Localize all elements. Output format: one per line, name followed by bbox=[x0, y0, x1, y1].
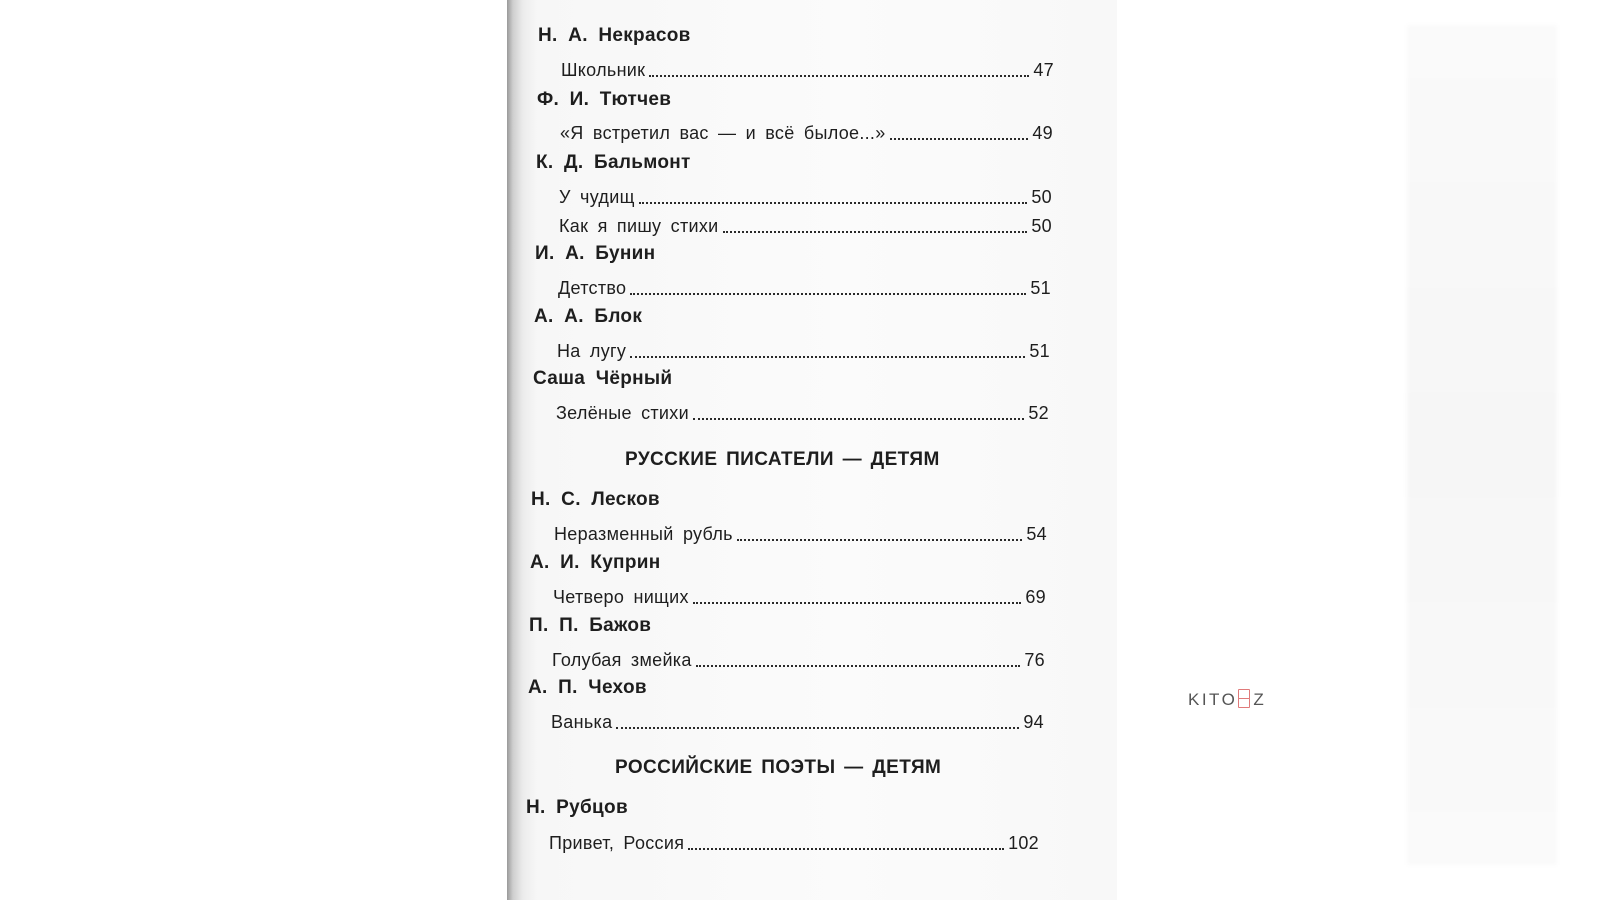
toc-line bbox=[552, 647, 1045, 671]
toc-author: П. П. Бажов bbox=[529, 615, 652, 636]
toc-work-title: «Я встретил вас — и всё былое...» bbox=[560, 123, 886, 143]
dot-leader bbox=[737, 539, 1023, 541]
toc-line bbox=[549, 830, 1039, 854]
dot-leader bbox=[696, 665, 1021, 667]
toc-line bbox=[557, 338, 1050, 362]
bleed-through-text bbox=[1407, 25, 1557, 865]
dot-leader bbox=[649, 75, 1029, 77]
toc-work-title: Школьник bbox=[561, 60, 646, 80]
toc-author: А. И. Куприн bbox=[530, 552, 661, 573]
toc-work-title: У чудищ bbox=[559, 187, 635, 207]
toc-page-number: 76 bbox=[1024, 650, 1045, 670]
toc-author: Саша Чёрный bbox=[533, 368, 673, 389]
dot-leader bbox=[616, 727, 1019, 729]
toc-line bbox=[559, 184, 1052, 208]
toc-line bbox=[554, 521, 1047, 545]
toc-work-title: Голубая змейка bbox=[552, 650, 692, 670]
toc-page-number: 69 bbox=[1025, 587, 1046, 607]
book-icon bbox=[1237, 688, 1251, 708]
toc-line bbox=[558, 275, 1051, 299]
toc-page-number: 47 bbox=[1033, 60, 1054, 80]
toc-author: А. П. Чехов bbox=[528, 677, 647, 698]
section-heading: РУССКИЕ ПИСАТЕЛИ — ДЕТЯМ bbox=[625, 449, 940, 470]
toc-page-number: 50 bbox=[1031, 187, 1052, 207]
toc-author: К. Д. Бальмонт bbox=[536, 152, 691, 173]
toc-work-title: Детство bbox=[558, 278, 627, 298]
toc-page-number: 51 bbox=[1030, 278, 1051, 298]
toc-page-number: 50 bbox=[1031, 216, 1052, 236]
toc-author: Н. С. Лесков bbox=[531, 489, 660, 510]
toc-page-number: 49 bbox=[1032, 123, 1053, 143]
watermark-text: KITO bbox=[1188, 690, 1238, 709]
dot-leader bbox=[723, 231, 1028, 233]
book-page bbox=[507, 0, 1117, 900]
toc-work-title: Как я пишу стихи bbox=[559, 216, 719, 236]
dot-leader bbox=[890, 138, 1029, 140]
toc-work-title: Зелёные стихи bbox=[556, 403, 689, 423]
toc-line bbox=[559, 213, 1052, 237]
toc-work-title: Четверо нищих bbox=[553, 587, 689, 607]
toc-author: А. А. Блок bbox=[534, 306, 643, 327]
toc-line bbox=[556, 400, 1049, 424]
toc-work-title: Привет, Россия bbox=[549, 833, 685, 853]
toc-work-title: Ванька bbox=[551, 712, 613, 732]
watermark-text: Z bbox=[1253, 690, 1267, 709]
toc-page-number: 54 bbox=[1026, 524, 1047, 544]
toc-line bbox=[561, 57, 1054, 81]
dot-leader bbox=[639, 202, 1028, 204]
dot-leader bbox=[693, 418, 1024, 420]
toc-author: Н. А. Некрасов bbox=[538, 25, 691, 46]
toc-page-number: 52 bbox=[1028, 403, 1049, 423]
toc-work-title: Неразменный рубль bbox=[554, 524, 733, 544]
toc-page-number: 94 bbox=[1023, 712, 1044, 732]
toc-author: Н. Рубцов bbox=[526, 797, 628, 818]
toc-author: Ф. И. Тютчев bbox=[537, 89, 672, 110]
section-heading: РОССИЙСКИЕ ПОЭТЫ — ДЕТЯМ bbox=[615, 757, 942, 778]
toc-page-number: 102 bbox=[1008, 833, 1039, 853]
watermark-logo bbox=[1188, 688, 1266, 710]
dot-leader bbox=[693, 602, 1022, 604]
toc-author: И. А. Бунин bbox=[535, 243, 656, 264]
toc-line bbox=[560, 120, 1053, 144]
dot-leader bbox=[688, 848, 1004, 850]
toc-line bbox=[553, 584, 1046, 608]
toc-page-number: 51 bbox=[1029, 341, 1050, 361]
dot-leader bbox=[630, 293, 1026, 295]
toc-work-title: На лугу bbox=[557, 341, 627, 361]
toc-line bbox=[551, 709, 1044, 733]
dot-leader bbox=[630, 356, 1025, 358]
